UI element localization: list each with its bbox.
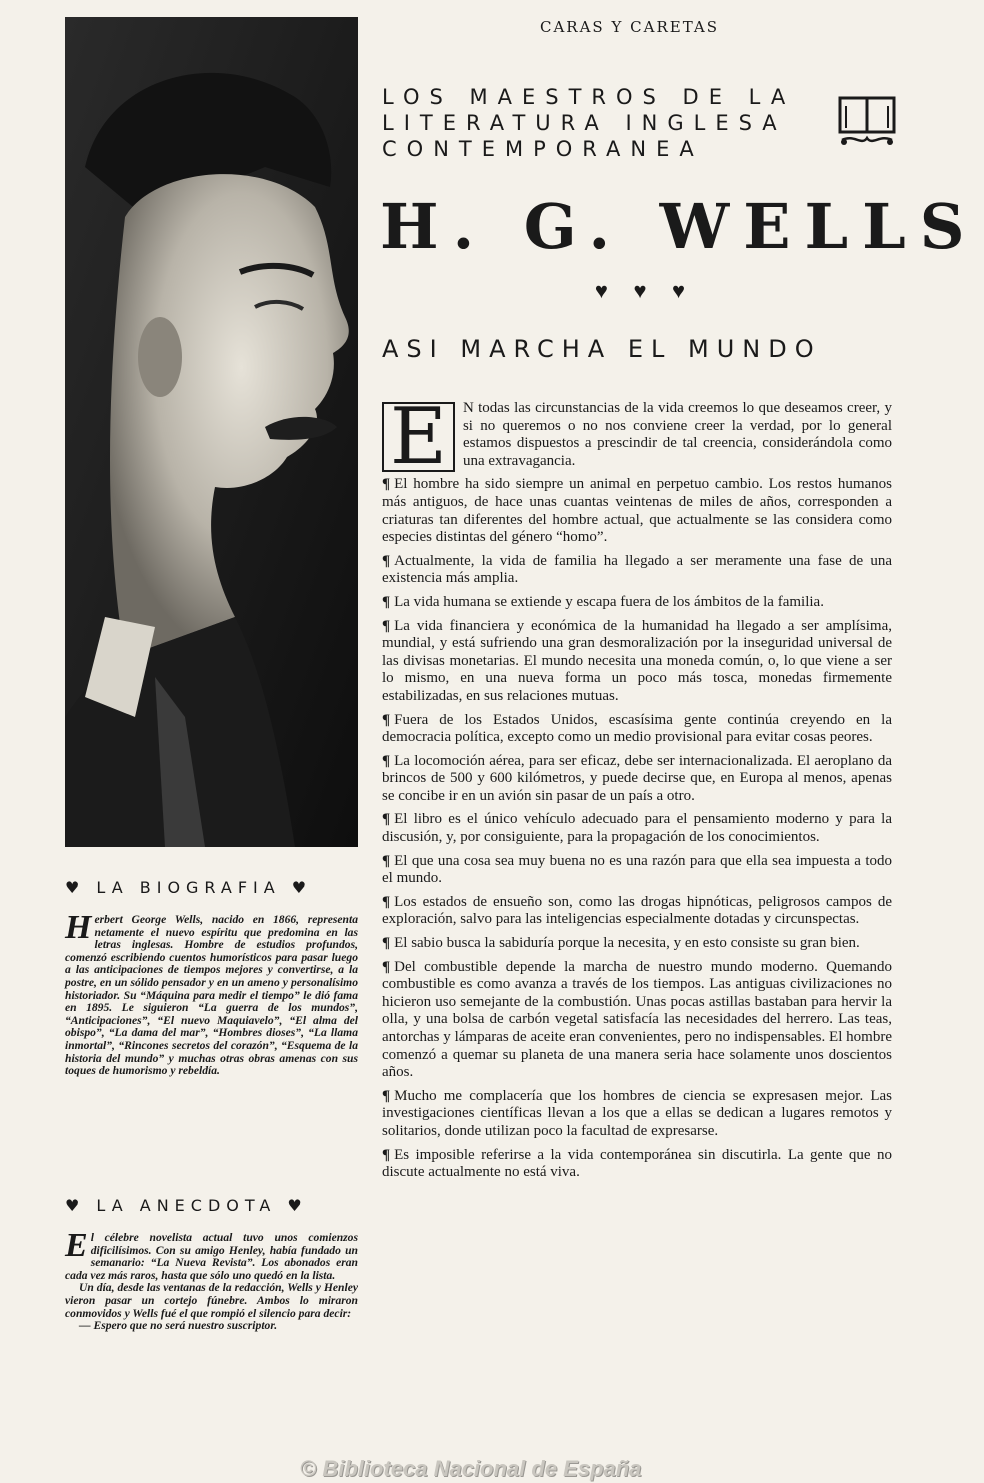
article-paragraph: [382, 853, 892, 888]
pilcrow-icon: ¶: [382, 593, 391, 610]
paragraph-text: El hombre ha sido siempre un animal en perpetuo cambio. Los restos humanos más antiguos, de hace unas cuantas veintenas de miles de años, corresponden a criaturas tan diferentes del hombre actual, que actualmente se las considera como especies distintas del género “homo”.: [382, 476, 892, 546]
article-paragraph: [382, 811, 892, 846]
article-title: ASI MARCHA EL MUNDO: [382, 335, 822, 363]
anecdota-heading: ♥ LA ANECDOTA ♥: [65, 1196, 308, 1215]
anecdota-text: [65, 1227, 358, 1333]
series-title-line: LITERATURA INGLESA: [382, 111, 787, 135]
pilcrow-icon: ¶: [382, 552, 391, 569]
series-title-line: LOS MAESTROS DE LA: [382, 85, 796, 109]
article-paragraph: [382, 1147, 892, 1182]
paragraph-text: La vida financiera y económica de la humanidad ha llegado a ser amplísima, mundial, y está sufriendo una gran desmoralización por la inseguridad universal de las divisas monetarias. El mundo necesita una moneda común, o, lo que viene a ser lo mismo, en una nueva forma un poco más tosca, monedas firmemente estabilizadas, en sus relaciones mutuas.: [382, 617, 892, 704]
first-paragraph-text: N todas las circunstancias de la vida creemos lo que deseamos creer, y si no queremos o no nos conviene creer la verdad, por lo general estamos dispuestos a prescindir de tal creencia, considerándola como una extravagancia.: [462, 400, 892, 469]
article-paragraph: [382, 594, 892, 612]
paragraph-text: Los estados de ensueño son, como las drogas hipnóticas, peligrosos campos de exploración, salvo para las inteligencias especialmente dotadas y circunspectas.: [382, 893, 892, 928]
article-body: [382, 392, 892, 1188]
anecdota-paragraph: — Espero que no será nuestro suscriptor.: [79, 1319, 278, 1333]
author-portrait: [65, 17, 358, 847]
portrait-image: [65, 17, 358, 847]
pilcrow-icon: ¶: [382, 811, 391, 828]
article-paragraph: [382, 553, 892, 588]
paragraph-text: El que una cosa sea muy buena no es una razón para que ella sea impuesta a todo el mundo.: [382, 852, 892, 887]
biografia-cap: H: [65, 909, 92, 946]
article-paragraph: [382, 1088, 892, 1141]
pilcrow-icon: ¶: [382, 711, 391, 728]
pilcrow-icon: ¶: [382, 893, 391, 910]
article-paragraph: [382, 894, 892, 929]
drop-cap: E: [382, 402, 455, 472]
heart-ornaments: ♥ ♥ ♥: [594, 278, 696, 303]
anecdota-paragraph: [65, 1227, 358, 1282]
paragraph-text: Mucho me complacería que los hombres de ciencia se expresasen mejor. Las investigaciones científicas llevan a los que a ellas se dedican a lugares remotos y solitarios, donde utilizan poco la facultad de expresarse.: [382, 1087, 892, 1139]
series-title-line: CONTEMPORANEA: [382, 137, 704, 161]
article-paragraph: [382, 476, 892, 546]
pilcrow-icon: ¶: [382, 617, 391, 634]
pilcrow-icon: ¶: [382, 1087, 391, 1104]
series-title: [382, 84, 802, 162]
biografia-paragraph: [65, 909, 358, 1078]
anecdota-paragraph: Un día, desde las ventanas de la redacción, Wells y Henley vieron pasar un cortejo fúnebre. Ambos lo miraron conmovidos y Wells fué el que rompió el silencio para decir:: [65, 1281, 358, 1320]
paragraph-text: El sabio busca la sabiduría porque la necesita, y en esto consiste su gran bien.: [394, 935, 860, 952]
anecdota-body: l célebre novelista actual tuvo unos comienzos dificilísimos. Con su amigo Henley, había fundado un semanario: “La Nueva Revista”. Los abonados eran cada vez más raros, hasta que sólo uno quedó en la lista.: [65, 1231, 358, 1282]
paragraph-text: La locomoción aérea, para ser eficaz, debe ser internacionalizada. El aeroplano da brincos de 500 y 600 kilómetros, y puede decirse que, en Europa al menos, apenas se concibe ir en un avión sin pasar de un país a otro.: [382, 752, 892, 804]
article-paragraph: [382, 392, 892, 482]
paragraph-text: El libro es el único vehículo adecuado para el pensamiento moderno y para la discusión, y, por consiguiente, para la propagación de los conocimientos.: [382, 811, 892, 846]
pilcrow-icon: ¶: [382, 1146, 391, 1163]
pilcrow-icon: ¶: [382, 935, 391, 952]
magazine-header: CARAS Y CARETAS: [540, 18, 719, 36]
paragraph-text: La vida humana se extiende y escapa fuera de los ámbitos de la familia.: [394, 593, 824, 610]
pilcrow-icon: ¶: [382, 476, 391, 493]
paragraph-text: Es imposible referirse a la vida contemporánea sin discutirla. La gente que no discute actualmente no está viva.: [382, 1146, 892, 1181]
biografia-heading: ♥ LA BIOGRAFIA ♥: [65, 878, 313, 897]
article-paragraph: [382, 959, 892, 1082]
pilcrow-icon: ¶: [382, 752, 391, 769]
biografia-text: [65, 909, 358, 1078]
article-paragraph: [382, 618, 892, 706]
article-paragraph: [382, 712, 892, 747]
article-paragraph: [382, 935, 892, 953]
pilcrow-icon: ¶: [382, 958, 391, 975]
pilcrow-icon: ¶: [382, 852, 391, 869]
paragraph-text: Fuera de los Estados Unidos, escasísima gente continúa creyendo en la democracia política, excepto como un medio provisional para evitar cosas peores.: [382, 711, 892, 746]
library-credit: © Biblioteca Nacional de España: [300, 1456, 642, 1481]
biografia-body: erbert George Wells, nacido en 1866, representa netamente el nuevo espíritu que predomina en las letras inglesas. Hombre de estudios profundos, comenzó escribiendo cuentos humorísticos para pasar luego a las anticipaciones de tiempos mejores y convertirse, a la postre, en un sólido pensador y en un ameno y personalísimo historiador. Su “Máquina para medir el tiempo” le dió fama en 1895. Le siguieron “La guerra de los mundos”, “Anticipaciones”, “El nuevo Maquiavelo”, “El alma del obispo”, “La dama del mar”, “Hombres dioses”, “La llama inmortal”, “Rincones secretos del corazón”, “Esquema de la historia del mundo” y muchas otras obras amenas con sus toques de humorismo y rebeldía.: [65, 913, 358, 1078]
author-name: H. G. WELLS: [380, 190, 979, 263]
paragraph-text: Actualmente, la vida de familia ha llegado a ser meramente una fase de una existencia más amplia.: [382, 552, 892, 587]
paragraph-text: Del combustible depende la marcha de nuestro mundo moderno. Quemando combustible es como avanza a través de los tiempos. Las antiguas civilizaciones no hicieron uso semejante de la combustión. Unas pocas astillas bastaban para hervir la olla, y una bolsa de carbón vegetal satisfacía las necesidades del herrero. Las teas, antorchas y lámparas de aceite eran convenientes, pero no indispensables. El hombre comenzó a quemar su planeta de una manera seria hace solamente unos doscientos años.: [382, 958, 892, 1081]
article-paragraph: [382, 753, 892, 806]
anecdota-cap: E: [65, 1227, 88, 1264]
book-emblem-icon: [836, 92, 898, 152]
